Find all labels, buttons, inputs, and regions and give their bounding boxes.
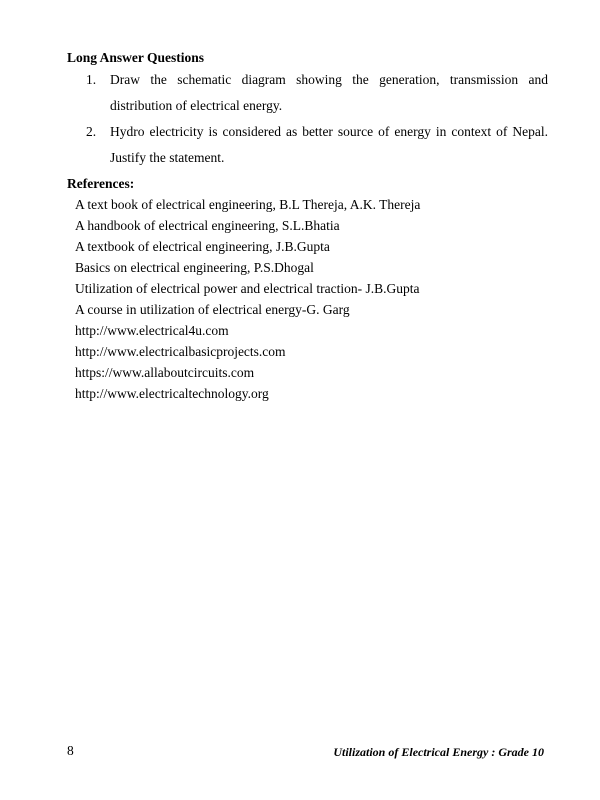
running-footer-title: Utilization of Electrical Energy : Grade 10 xyxy=(333,745,544,759)
reference-item: A text book of electrical engineering, B.L Thereja, A.K. Thereja xyxy=(75,197,421,212)
reference-link: https://www.allaboutcircuits.com xyxy=(75,365,255,380)
reference-link: http://www.electricaltechnology.org xyxy=(75,386,269,401)
long-answer-heading: Long Answer Questions xyxy=(67,50,205,65)
references-list xyxy=(75,194,420,404)
reference-item: Basics on electrical engineering, P.S.Dhogal xyxy=(75,260,314,275)
question-item xyxy=(86,119,548,171)
reference-item: Utilization of electrical power and electrical traction- J.B.Gupta xyxy=(75,281,420,296)
long-answer-question-list xyxy=(86,67,548,171)
references-heading: References: xyxy=(67,176,135,191)
question-number: 1. xyxy=(86,72,97,87)
reference-item: A course in utilization of electrical energy-G. Garg xyxy=(75,302,350,317)
question-text: Draw the schematic diagram showing the generation, transmission and distribution of electrical energy. xyxy=(110,72,548,113)
reference-link: http://www.electricalbasicprojects.com xyxy=(75,344,286,359)
question-text: Hydro electricity is considered as better source of energy in context of Nepal. Justify the statement. xyxy=(110,124,548,165)
reference-item: A handbook of electrical engineering, S.L.Bhatia xyxy=(75,218,340,233)
page-number: 8 xyxy=(67,743,74,758)
reference-item: A textbook of electrical engineering, J.B.Gupta xyxy=(75,239,330,254)
question-number: 2. xyxy=(86,124,97,139)
question-item xyxy=(86,67,548,119)
reference-link: http://www.electrical4u.com xyxy=(75,323,229,338)
